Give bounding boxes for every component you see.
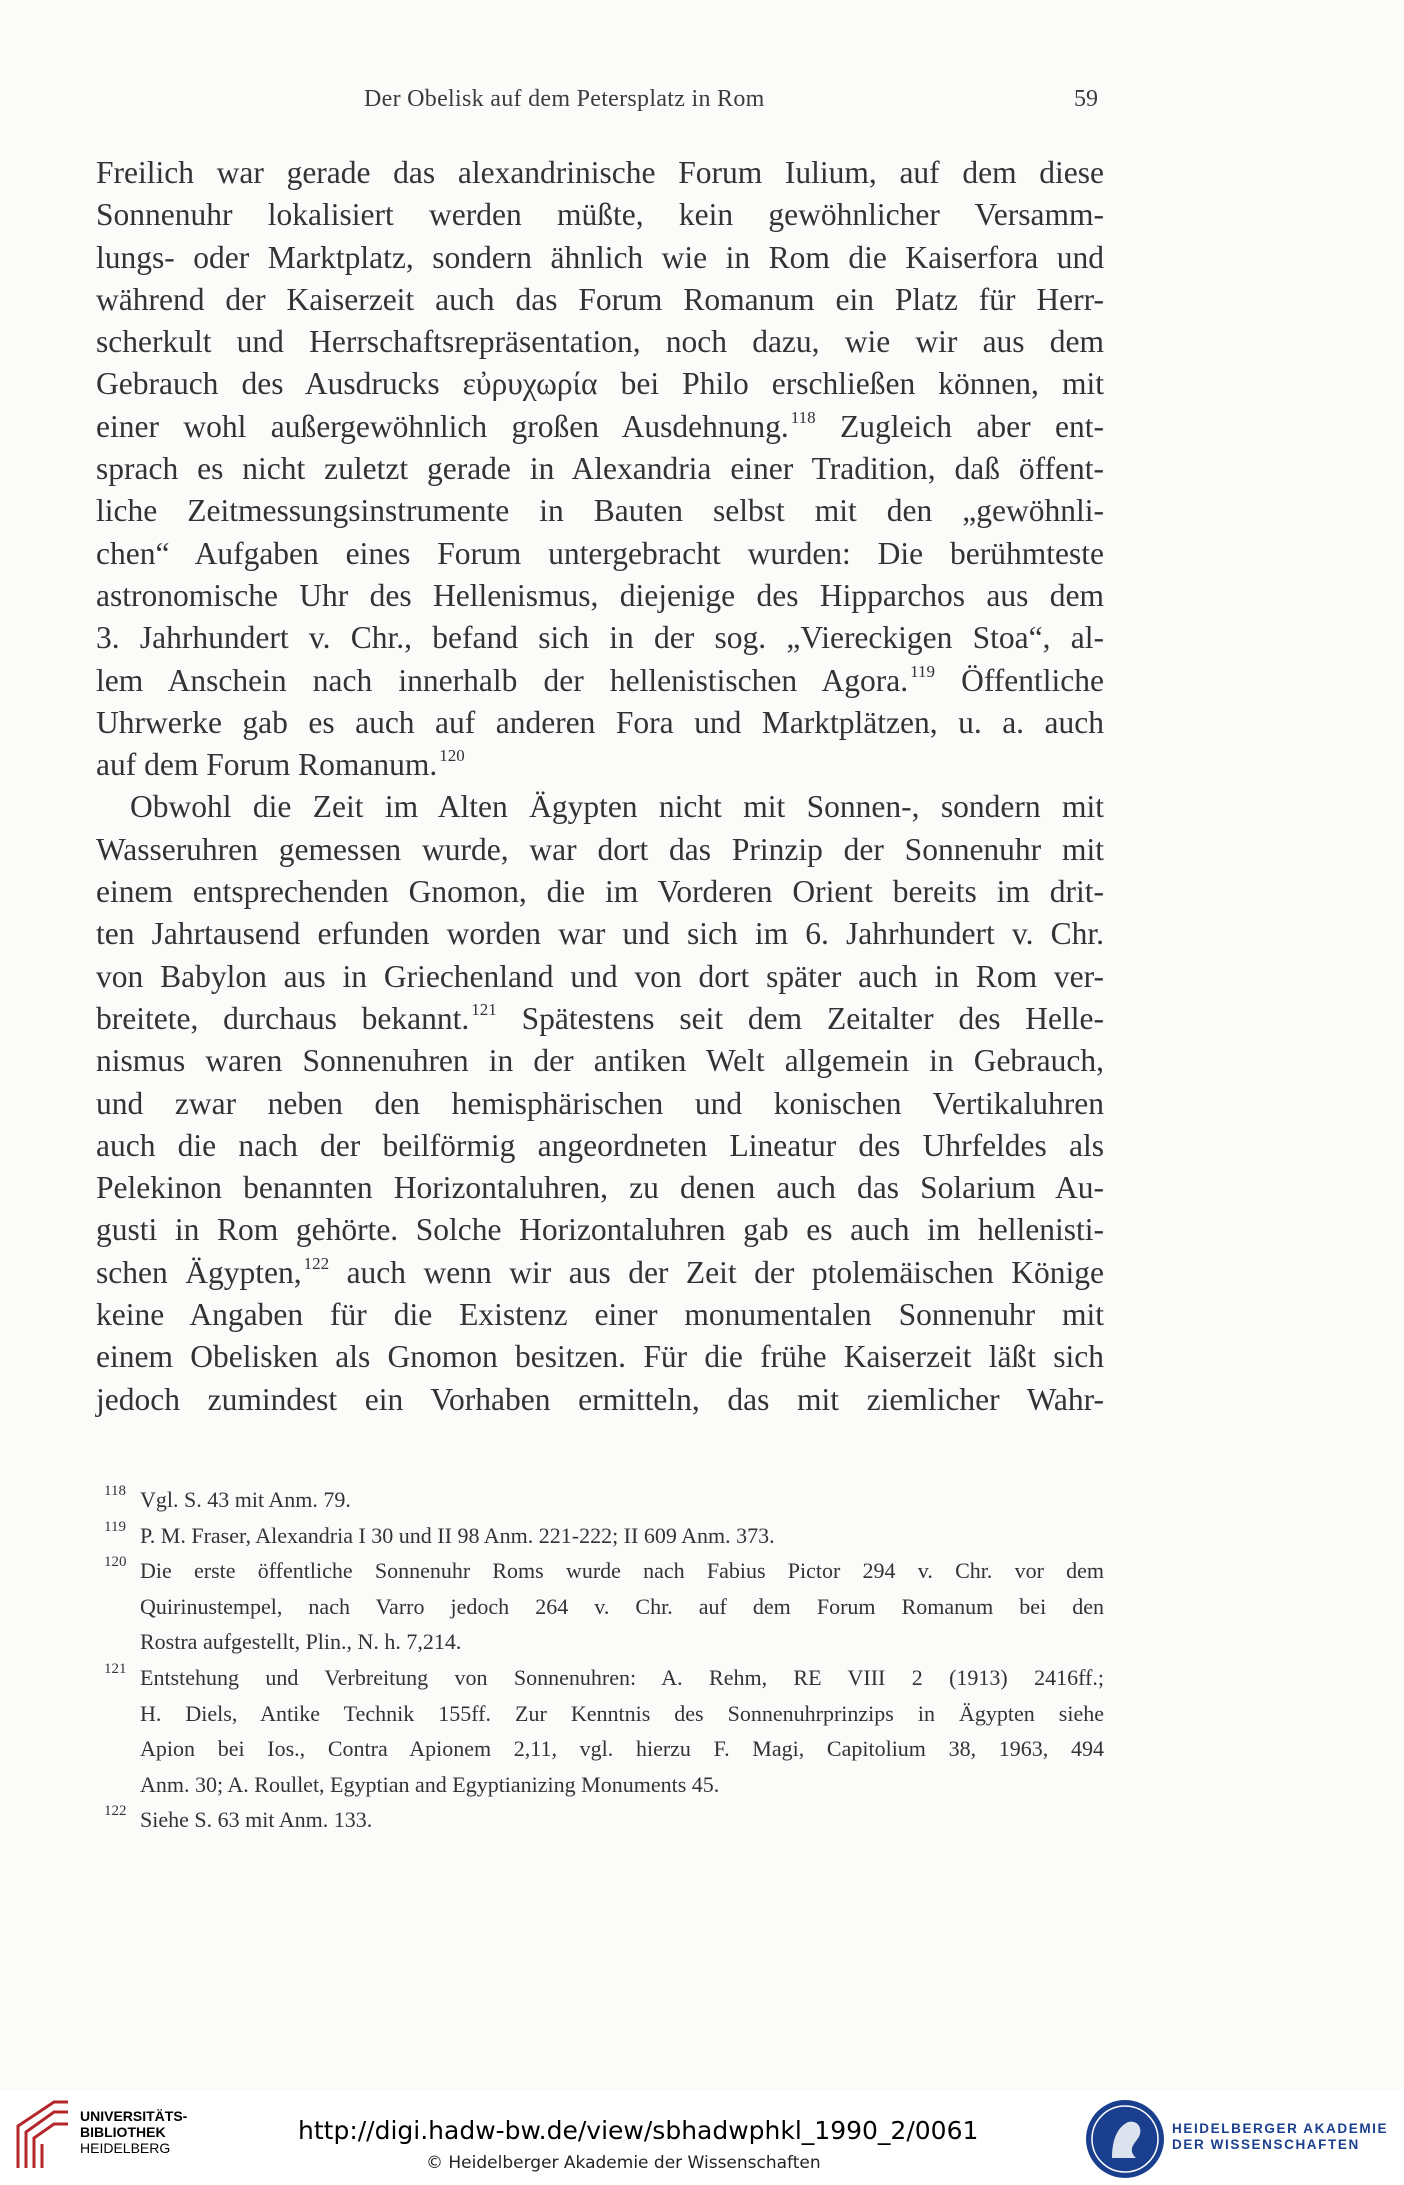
text-line	[96, 1336, 1104, 1378]
footnote-text: P. M. Fraser, Alexandria I 30 und II 98 Anm. 221-222; II 609 Anm. 373.	[140, 1522, 775, 1548]
footnote-number: 121	[104, 1660, 127, 1677]
footnote-number: 118	[104, 1483, 126, 1499]
text-line-content: auf dem Forum Romanum.	[96, 747, 438, 783]
text-line	[96, 363, 1104, 405]
copyright-notice: © Heidelberger Akademie der Wissenschaften	[426, 2153, 821, 2173]
text-line	[96, 744, 1104, 786]
footnote-line	[104, 1589, 1104, 1625]
library-line-2: BIBLIOTHEK	[80, 2124, 166, 2140]
footnote-number: 122	[104, 1803, 127, 1820]
footnote-reference[interactable]: 122	[303, 1253, 330, 1273]
text-line	[96, 871, 1104, 913]
footnote-text: Apion bei Ios., Contra Apionem 2,11, vgl. hierzu F. Magi, Capitolium 38, 1963, 494	[140, 1736, 1104, 1762]
text-line	[96, 1379, 1104, 1421]
text-line-continuation: auch wenn wir aus der Zeit der ptolemäischen Könige	[329, 1254, 1105, 1290]
text-line	[96, 913, 1104, 955]
footnote-text: Die erste öffentliche Sonnenuhr Roms wurde nach Fabius Pictor 294 v. Chr. vor dem	[140, 1558, 1104, 1584]
text-line	[96, 1167, 1104, 1209]
text-line-content: ten Jahrtausend erfunden worden war und sich im 6. Jahrhundert v. Chr.	[96, 916, 1104, 952]
text-line	[96, 1040, 1104, 1082]
text-line-content: Pelekinon benannten Horizontaluhren, zu denen auch das Solarium Au-	[96, 1170, 1104, 1206]
text-line-content: einem entsprechenden Gnomon, die im Vorderen Orient bereits im drit-	[96, 874, 1104, 910]
text-line	[96, 1252, 1104, 1294]
text-line	[96, 575, 1104, 617]
text-line-content: lungs- oder Marktplatz, sondern ähnlich wie in Rom die Kaiserfora und	[96, 239, 1104, 275]
footnote-number: 120	[104, 1554, 127, 1571]
footnote-line	[104, 1482, 1104, 1518]
text-line	[96, 1083, 1104, 1125]
text-line	[96, 786, 1104, 828]
text-line-content: breitete, durchaus bekannt.	[96, 1000, 470, 1036]
footnote-text: Rostra aufgestellt, Plin., N. h. 7,214.	[140, 1629, 462, 1655]
text-line	[96, 1125, 1104, 1167]
text-line-content: Gebrauch des Ausdrucks εὐρυχωρία bei Philo erschließen können, mit	[96, 366, 1104, 402]
text-line-content: von Babylon aus in Griechenland und von dort später auch in Rom ver-	[96, 958, 1104, 994]
text-line	[96, 660, 1104, 702]
footnote-line	[104, 1553, 1104, 1589]
page-number: 59	[1074, 86, 1098, 112]
footnotes	[104, 1482, 1104, 1838]
text-line	[96, 448, 1104, 490]
footnote-line	[104, 1802, 1104, 1838]
footnote-line	[104, 1767, 1104, 1803]
footnote-number: 119	[104, 1518, 126, 1535]
text-line	[96, 829, 1104, 871]
source-url-link[interactable]: http://digi.hadw-bw.de/view/sbhadwphkl_1990_2/0061	[298, 2116, 979, 2145]
text-line-content: einem Obelisken als Gnomon besitzen. Für die frühe Kaiserzeit läßt sich	[96, 1339, 1104, 1375]
text-line-content: nismus waren Sonnenuhren in der antiken Welt allgemein in Gebrauch,	[96, 1043, 1104, 1079]
text-line-content: 3. Jahrhundert v. Chr., befand sich in der sog. „Viereckigen Stoa“, al-	[96, 620, 1104, 656]
footnote-text: Quirinustempel, nach Varro jedoch 264 v. Chr. auf dem Forum Romanum bei den	[140, 1593, 1104, 1619]
text-line	[96, 998, 1104, 1040]
footnote-line	[104, 1731, 1104, 1767]
text-line-content: lem Anschein nach innerhalb der hellenistischen Agora.	[96, 662, 909, 698]
text-line-content: sprach es nicht zuletzt gerade in Alexandria einer Tradition, daß öffent-	[96, 451, 1104, 487]
text-line-content: gusti in Rom gehörte. Solche Horizontaluhren gab es auch im hellenisti-	[96, 1212, 1104, 1248]
academy-line-1: HEIDELBERGER AKADEMIE	[1172, 2121, 1389, 2136]
text-line-content: während der Kaiserzeit auch das Forum Romanum ein Platz für Herr-	[96, 281, 1104, 317]
library-line-1: UNIVERSITÄTS-	[80, 2108, 188, 2124]
text-line	[96, 533, 1104, 575]
text-line-continuation: Zugleich aber ent-	[815, 408, 1104, 444]
text-line-content: Uhrwerke gab es auch auf anderen Fora und Marktplätzen, u. a. auch	[96, 704, 1104, 740]
footnote-reference[interactable]: 121	[471, 999, 497, 1019]
academy-line-2: DER WISSENSCHAFTEN	[1172, 2137, 1360, 2152]
footnote-text: Anm. 30; A. Roullet, Egyptian and Egyptianizing Monuments 45.	[140, 1771, 720, 1797]
text-line-content: jedoch zumindest ein Vorhaben ermitteln, das mit ziemlicher Wahr-	[96, 1381, 1104, 1417]
text-line-content: einer wohl außergewöhnlich großen Ausdehnung.	[96, 408, 789, 444]
text-line-content: Wasseruhren gemessen wurde, war dort das Prinzip der Sonnenuhr mit	[96, 831, 1104, 867]
text-line-content: liche Zeitmessungsinstrumente in Bauten selbst mit den „gewöhnli-	[96, 493, 1104, 529]
main-text	[96, 152, 1104, 1421]
text-line-content: schen Ägypten,	[96, 1254, 302, 1290]
text-line	[96, 237, 1104, 279]
text-line	[96, 617, 1104, 659]
footnote-reference[interactable]: 120	[439, 746, 465, 766]
footnote-line	[104, 1518, 1104, 1554]
text-line	[96, 279, 1104, 321]
running-title: Der Obelisk auf dem Petersplatz in Rom	[364, 86, 765, 112]
text-line	[96, 1294, 1104, 1336]
text-line-content: scherkult und Herrschaftsrepräsentation, noch dazu, wie wir aus dem	[96, 324, 1104, 360]
text-line-content: astronomische Uhr des Hellenismus, diejenige des Hipparchos aus dem	[96, 577, 1104, 613]
text-line	[96, 321, 1104, 363]
footnote-text: Siehe S. 63 mit Anm. 133.	[140, 1807, 373, 1833]
footnote-reference[interactable]: 118	[790, 407, 816, 427]
university-library-name[interactable]	[80, 2108, 187, 2156]
academy-seal-icon[interactable]	[1084, 2098, 1166, 2180]
text-line-content: chen“ Aufgaben eines Forum untergebracht wurden: Die berühmteste	[96, 535, 1104, 571]
text-line	[96, 152, 1104, 194]
text-line	[96, 406, 1104, 448]
footnote-line	[104, 1696, 1104, 1732]
text-line-content: auch die nach der beilförmig angeordneten Lineatur des Uhrfeldes als	[96, 1127, 1104, 1163]
academy-name[interactable]	[1172, 2121, 1388, 2153]
text-line-content: Freilich war gerade das alexandrinische Forum Iulium, auf dem diese	[96, 155, 1104, 190]
library-line-3: HEIDELBERG	[80, 2140, 171, 2156]
footnote-line	[104, 1660, 1104, 1696]
text-line-content: keine Angaben für die Existenz einer monumentalen Sonnenuhr mit	[96, 1297, 1104, 1333]
text-line	[96, 1209, 1104, 1251]
footnote-line	[104, 1624, 1104, 1660]
text-line	[96, 702, 1104, 744]
text-line	[96, 490, 1104, 532]
footnote-text: Entstehung und Verbreitung von Sonnenuhren: A. Rehm, RE VIII 2 (1913) 2416ff.;	[140, 1664, 1104, 1690]
footnote-text: H. Diels, Antike Technik 155ff. Zur Kenntnis des Sonnenuhrprinzips in Ägypten siehe	[140, 1700, 1104, 1726]
text-line-content: Sonnenuhr lokalisiert werden müßte, kein gewöhnlicher Versamm-	[96, 197, 1104, 233]
text-line-content: und zwar neben den hemisphärischen und konischen Vertikaluhren	[96, 1085, 1104, 1121]
footnote-reference[interactable]: 119	[910, 661, 935, 681]
footnote-text: Vgl. S. 43 mit Anm. 79.	[140, 1487, 351, 1512]
text-line-continuation: Öffentliche	[934, 662, 1104, 698]
text-line	[96, 956, 1104, 998]
university-library-logo-icon[interactable]	[14, 2098, 74, 2170]
text-line-continuation: Spätestens seit dem Zeitalter des Helle-	[496, 1000, 1104, 1036]
text-line-content: Obwohl die Zeit im Alten Ägypten nicht mit Sonnen-, sondern mit	[130, 789, 1104, 825]
text-line	[96, 194, 1104, 236]
